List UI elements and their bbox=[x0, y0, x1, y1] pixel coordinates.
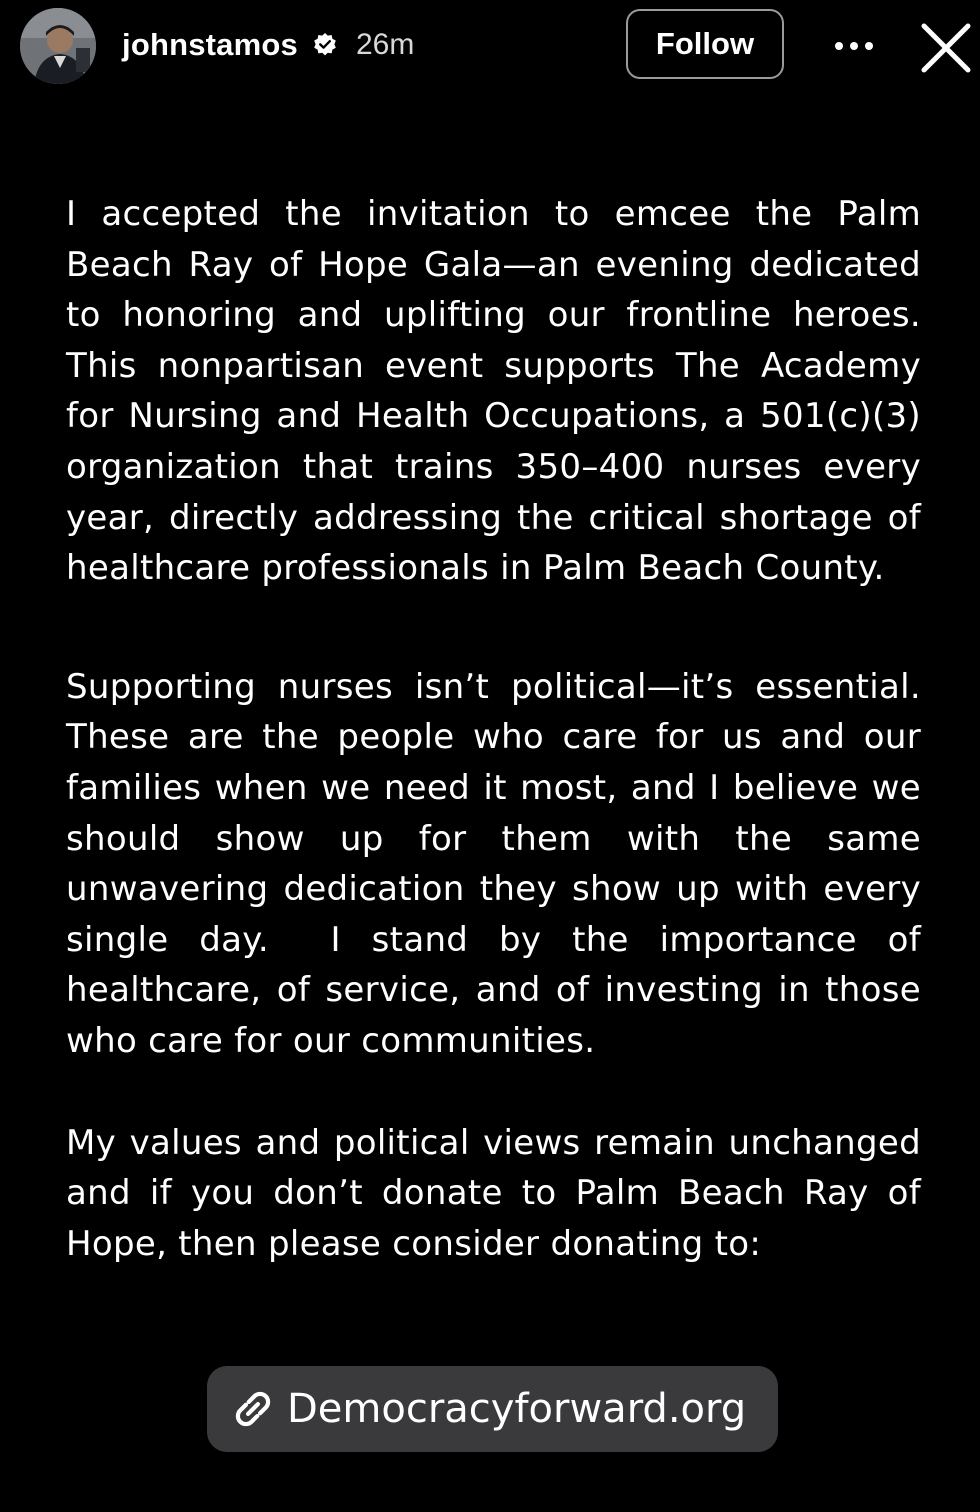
story-paragraph: Supporting nurses isn’t political—it’s essential. These are the people who care for us and our families when we need it most, and I believe we should show up for them with the same unwavering dedication they show up with every single day. I stand by the importance of healthcare, of service, and of investing in those who care for our communities. bbox=[66, 666, 921, 1061]
verified-badge-icon bbox=[312, 32, 338, 58]
close-icon[interactable] bbox=[918, 20, 974, 76]
story-paragraph: I accepted the invitation to emcee the Palm Beach Ray of Hope Gala—an evening dedicated to honoring and uplifting our frontline heroes. This nonpartisan event supports The Academy for Nursing and Health Occupations, a 501(c)(3) organization that trains 350–400 nurses every year, directly addressing the critical shortage of healthcare professionals in Palm Beach County. bbox=[66, 194, 921, 589]
username[interactable]: johnstamos bbox=[122, 27, 298, 62]
follow-button[interactable]: Follow bbox=[626, 9, 784, 79]
link-icon bbox=[229, 1385, 277, 1433]
more-options-icon[interactable] bbox=[828, 26, 880, 66]
link-sticker-label: Democracyforward.org bbox=[287, 1386, 747, 1432]
link-sticker[interactable] bbox=[207, 1366, 778, 1452]
post-timestamp: 26m bbox=[356, 28, 415, 61]
profile-avatar[interactable] bbox=[20, 8, 96, 84]
story-header bbox=[0, 0, 980, 92]
story-paragraph: My values and political views remain unchanged and if you don’t donate to Palm Beach Ray of Hope, then please consider donating to: bbox=[66, 1122, 921, 1264]
avatar-image bbox=[20, 8, 96, 84]
story-text bbox=[66, 189, 921, 1269]
